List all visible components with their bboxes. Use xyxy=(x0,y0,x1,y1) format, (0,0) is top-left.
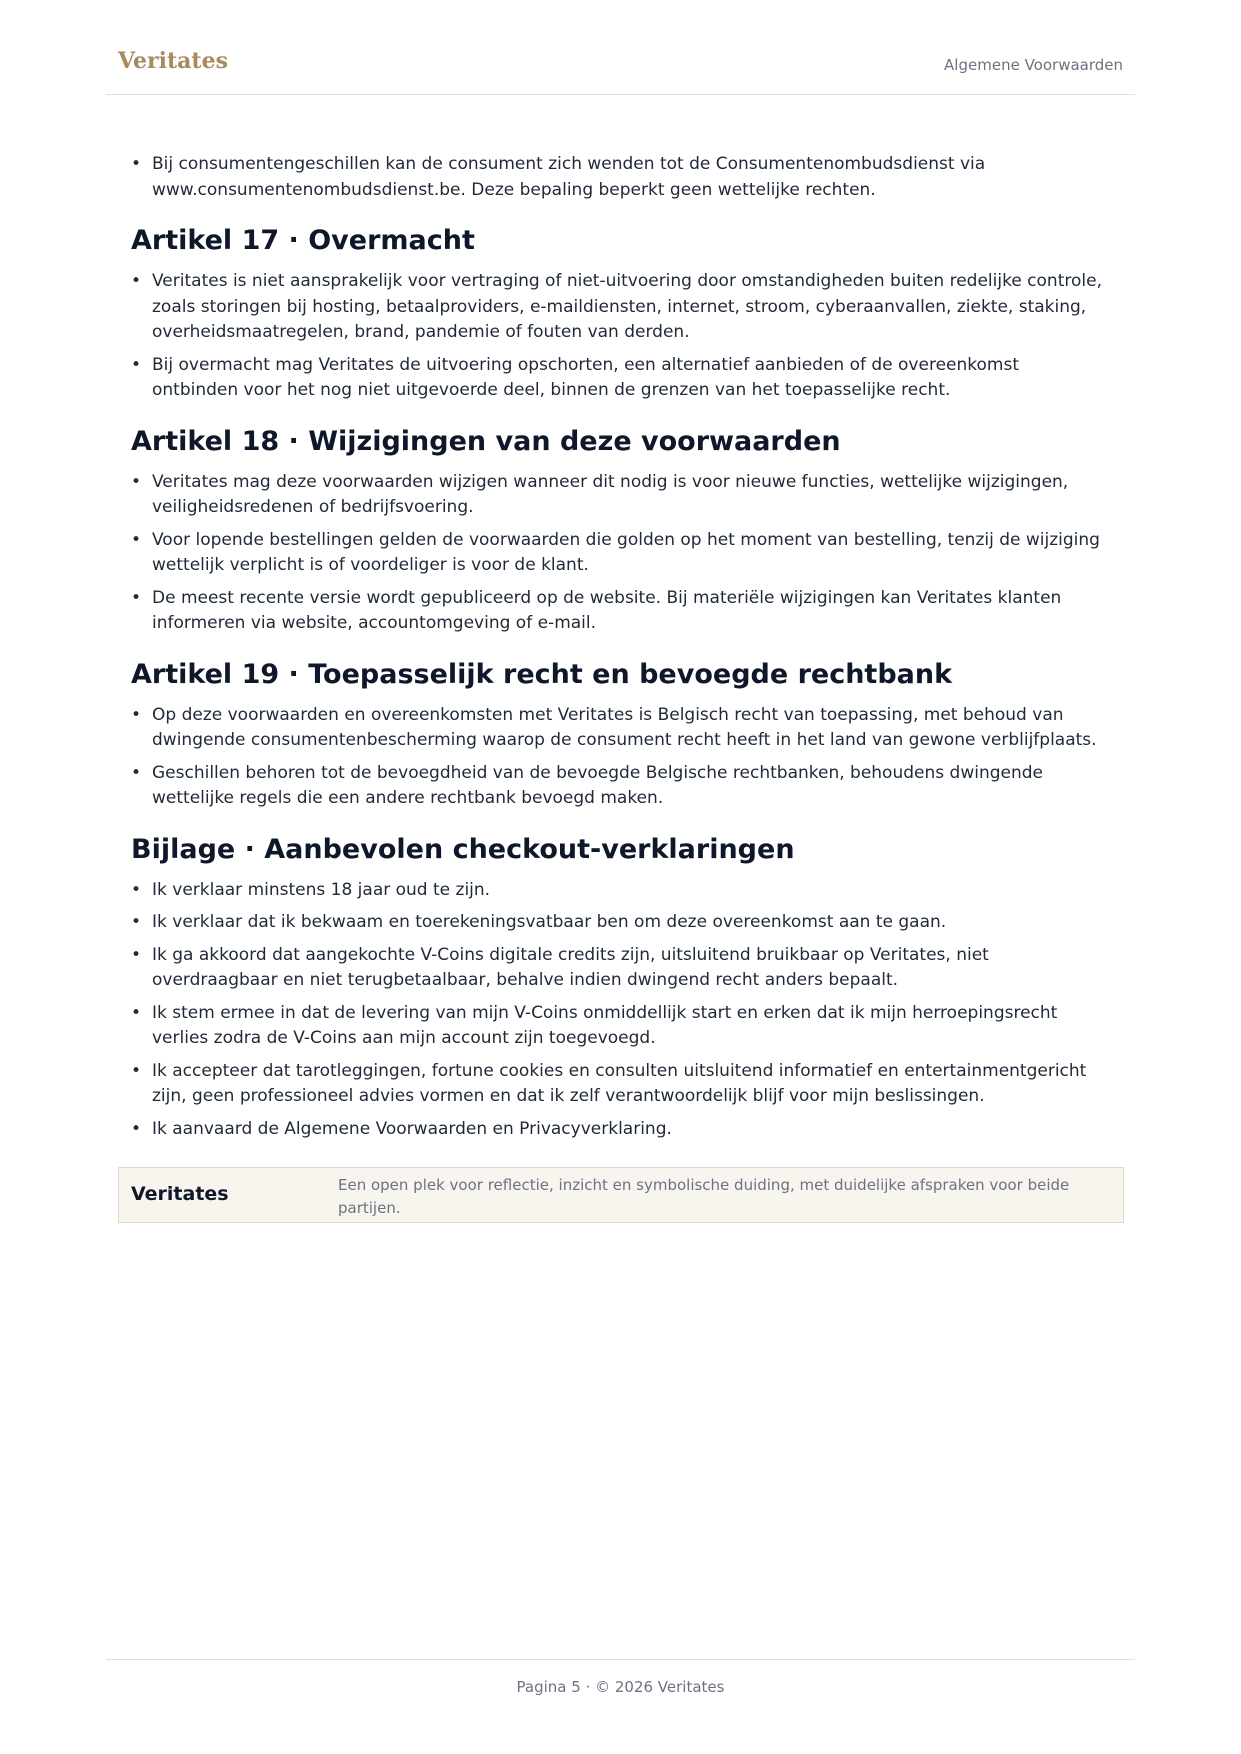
list-item: • Bij consumentengeschillen kan de consument zich wenden tot de Consumentenombudsdienst via www.consumentenombudsdienst.be. Deze bepaling beperkt geen wettelijke rechten. xyxy=(131,152,1110,203)
list-item: • Op deze voorwaarden en overeenkomsten met Veritates is Belgisch recht van toepassing, met behoud van dwingende consumentenbescherming waarop de consument recht heeft in het land van gewone verblijfplaats. xyxy=(131,703,1110,754)
list-item: • Ik verklaar minstens 18 jaar oud te zijn. xyxy=(131,878,1110,904)
document-title: Algemene Voorwaarden xyxy=(944,56,1123,74)
list-item: • Ik verklaar dat ik bekwaam en toerekeningsvatbaar ben om deze overeenkomst aan te gaan. xyxy=(131,910,1110,936)
section-heading: Artikel 17 · Overmacht xyxy=(131,225,475,256)
section-artikel-18 xyxy=(131,424,1110,637)
info-box-brand: Veritates xyxy=(131,1183,229,1205)
section-artikel-19 xyxy=(131,657,1110,812)
list-item: • Geschillen behoren tot de bevoegdheid van de bevoegde Belgische rechtbanken, behoudens dwingende wettelijke regels die een andere rechtbank bevoegd maken. xyxy=(131,761,1110,812)
page-number-copyright: Pagina 5 · © 2026 Veritates xyxy=(516,1678,725,1696)
list-item: • Ik aanvaard de Algemene Voorwaarden en Privacyverklaring. xyxy=(131,1117,1110,1143)
list-item: • Veritates mag deze voorwaarden wijzigen wanneer dit nodig is voor nieuwe functies, wettelijke wijzigingen, veiligheidsredenen of bedrijfsvoering. xyxy=(131,470,1110,521)
bullet-list xyxy=(131,470,1110,637)
brand-info-box xyxy=(118,1167,1124,1223)
list-item: • Ik stem ermee in dat de levering van mijn V-Coins onmiddellijk start en erken dat ik mijn herroepingsrecht verlies zodra de V-Coins aan mijn account zijn toegevoegd. xyxy=(131,1001,1110,1052)
list-item: • Voor lopende bestellingen gelden de voorwaarden die golden op het moment van bestelling, tenzij de wijziging wettelijk verplicht is of voordeliger is voor de klant. xyxy=(131,528,1110,579)
section-heading: Artikel 18 · Wijzigingen van deze voorwaarden xyxy=(131,425,841,457)
brand-logo: Veritates xyxy=(118,48,228,74)
list-item: • Bij overmacht mag Veritates de uitvoering opschorten, een alternatief aanbieden of de overeenkomst ontbinden voor het nog niet uitgevoerde deel, binnen de grenzen van het toepasselijke recht. xyxy=(131,353,1110,404)
page-footer xyxy=(106,1659,1135,1696)
section-heading: Artikel 19 · Toepasselijk recht en bevoegde rechtbank xyxy=(131,658,953,690)
section-heading: Bijlage · Aanbevolen checkout-verklaringen xyxy=(131,833,795,865)
bullet-list xyxy=(131,878,1110,1143)
page-header xyxy=(106,46,1135,95)
list-item: • De meest recente versie wordt gepubliceerd op de website. Bij materiële wijzigingen kan Veritates klanten informeren via website, accountomgeving of e-mail. xyxy=(131,586,1110,637)
section-bijlage xyxy=(131,832,1110,1143)
list-item: • Ik accepteer dat tarotleggingen, fortune cookies en consulten uitsluitend informatief en entertainmentgericht zijn, geen professioneel advies vormen en dat ik zelf verantwoordelijk blijf voor mijn beslissingen. xyxy=(131,1059,1110,1110)
info-box-tagline: Een open plek voor reflectie, inzicht en symbolische duiding, met duidelijke afspraken voor beide partijen. xyxy=(338,1176,1070,1217)
bullet-list xyxy=(131,703,1110,812)
section-artikel-17 xyxy=(131,223,1110,404)
list-item: • Ik ga akkoord dat aangekochte V-Coins digitale credits zijn, uitsluitend bruikbaar op Veritates, niet overdraagbaar en niet terugbetaalbaar, behalve indien dwingend recht anders bepaalt. xyxy=(131,943,1110,994)
bullet-list xyxy=(131,269,1110,404)
list-item: • Veritates is niet aansprakelijk voor vertraging of niet-uitvoering door omstandigheden buiten redelijke controle, zoals storingen bij hosting, betaalproviders, e-maildiensten, internet, stroom, cyberaanvallen, ziekte, staking, overheidsmaatregelen, brand, pandemie of fouten van derden. xyxy=(131,269,1110,346)
intro-bullet-list xyxy=(131,152,1110,203)
document-body xyxy=(131,152,1110,1149)
